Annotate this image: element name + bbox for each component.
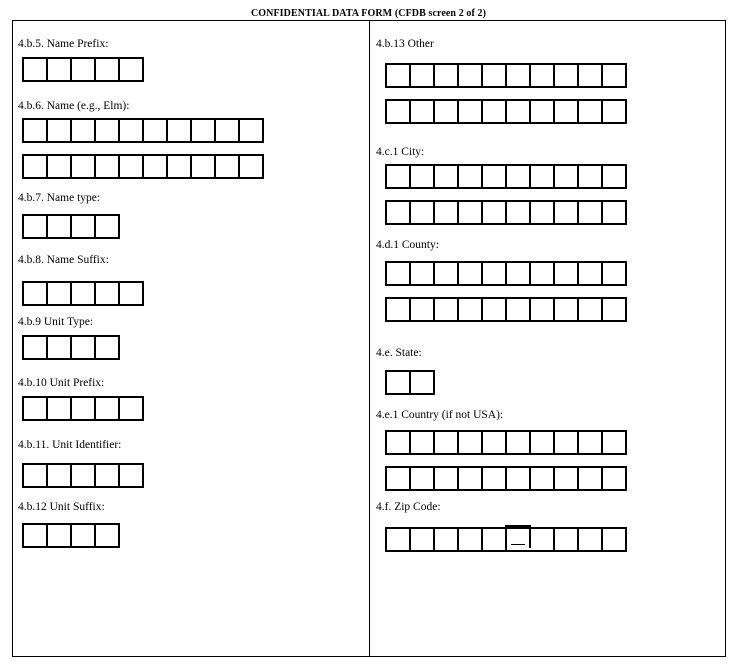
city-boxes-row-2: [385, 200, 627, 225]
country-char-box[interactable]: [411, 468, 435, 489]
county-char-box[interactable]: [507, 299, 531, 320]
name-prefix-char-box[interactable]: [24, 59, 48, 80]
other-char-box[interactable]: [531, 101, 555, 122]
state-boxes-row-1: [385, 370, 435, 395]
county-char-box[interactable]: [531, 299, 555, 320]
country-char-box[interactable]: [555, 468, 579, 489]
city-char-box[interactable]: [483, 202, 507, 223]
county-char-box[interactable]: [387, 263, 411, 284]
other-char-box[interactable]: [459, 101, 483, 122]
name-char-box[interactable]: [168, 156, 192, 177]
county-char-box[interactable]: [579, 299, 603, 320]
city-char-box[interactable]: [555, 166, 579, 187]
city-char-box[interactable]: [531, 166, 555, 187]
name-char-box[interactable]: [168, 120, 192, 141]
unit-suffix-boxes-row-1: [22, 523, 120, 548]
state-label: 4.e. State:: [376, 347, 422, 359]
name-char-box[interactable]: [48, 156, 72, 177]
city-char-box[interactable]: [411, 166, 435, 187]
country-char-box[interactable]: [531, 432, 555, 453]
city-char-box[interactable]: [387, 166, 411, 187]
county-char-box[interactable]: [387, 299, 411, 320]
unit-identifier-char-box[interactable]: [72, 465, 96, 486]
country-char-box[interactable]: [579, 468, 603, 489]
country-char-box[interactable]: [435, 468, 459, 489]
county-char-box[interactable]: [603, 263, 627, 284]
other-char-box[interactable]: [555, 101, 579, 122]
zip-code-char-box[interactable]: [387, 529, 411, 550]
city-boxes-row-1: [385, 164, 627, 189]
unit-type-char-box[interactable]: [72, 337, 96, 358]
county-char-box[interactable]: [459, 299, 483, 320]
zip-code-char-box[interactable]: [505, 525, 531, 548]
country-char-box[interactable]: [387, 432, 411, 453]
country-label: 4.e.1 Country (if not USA):: [376, 409, 504, 421]
unit-type-boxes-row-1: [22, 335, 120, 360]
other-char-box[interactable]: [435, 101, 459, 122]
county-char-box[interactable]: [483, 263, 507, 284]
unit-identifier-label: 4.b.11. Unit Identifier:: [18, 439, 122, 451]
name-char-box[interactable]: [144, 120, 168, 141]
unit-identifier-char-box[interactable]: [96, 465, 120, 486]
name-char-box[interactable]: [24, 120, 48, 141]
name-type-char-box[interactable]: [24, 216, 48, 237]
name-boxes-row-1: [22, 118, 264, 143]
name-char-box[interactable]: [120, 156, 144, 177]
column-divider: [369, 20, 370, 657]
city-char-box[interactable]: [435, 202, 459, 223]
city-char-box[interactable]: [459, 166, 483, 187]
unit-suffix-char-box[interactable]: [48, 525, 72, 546]
unit-type-char-box[interactable]: [48, 337, 72, 358]
unit-identifier-char-box[interactable]: [24, 465, 48, 486]
unit-suffix-label: 4.b.12 Unit Suffix:: [18, 501, 105, 513]
country-char-box[interactable]: [483, 468, 507, 489]
name-type-char-box[interactable]: [48, 216, 72, 237]
other-char-box[interactable]: [603, 101, 627, 122]
city-char-box[interactable]: [483, 166, 507, 187]
name-suffix-char-box[interactable]: [72, 283, 96, 304]
unit-type-label: 4.b.9 Unit Type:: [18, 316, 94, 328]
city-char-box[interactable]: [387, 202, 411, 223]
name-boxes-row-2: [22, 154, 264, 179]
county-char-box[interactable]: [507, 263, 531, 284]
county-label: 4.d.1 County:: [376, 239, 439, 251]
state-char-box[interactable]: [411, 372, 435, 393]
name-char-box[interactable]: [216, 156, 240, 177]
zip-code-char-box[interactable]: [531, 529, 555, 550]
other-char-box[interactable]: [411, 101, 435, 122]
name-suffix-char-box[interactable]: [96, 283, 120, 304]
name-char-box[interactable]: [120, 120, 144, 141]
unit-prefix-char-box[interactable]: [120, 398, 144, 419]
other-char-box[interactable]: [435, 65, 459, 86]
other-char-box[interactable]: [579, 65, 603, 86]
name-char-box[interactable]: [96, 156, 120, 177]
name-label: 4.b.6. Name (e.g., Elm):: [18, 100, 130, 112]
city-char-box[interactable]: [603, 166, 627, 187]
country-char-box[interactable]: [459, 468, 483, 489]
country-char-box[interactable]: [579, 432, 603, 453]
other-char-box[interactable]: [507, 65, 531, 86]
county-char-box[interactable]: [459, 263, 483, 284]
unit-type-char-box[interactable]: [24, 337, 48, 358]
unit-suffix-char-box[interactable]: [24, 525, 48, 546]
county-char-box[interactable]: [435, 299, 459, 320]
other-char-box[interactable]: [387, 101, 411, 122]
unit-suffix-char-box[interactable]: [96, 525, 120, 546]
county-char-box[interactable]: [435, 263, 459, 284]
country-char-box[interactable]: [435, 432, 459, 453]
name-char-box[interactable]: [192, 120, 216, 141]
county-char-box[interactable]: [411, 263, 435, 284]
country-boxes-row-1: [385, 430, 627, 455]
unit-type-char-box[interactable]: [96, 337, 120, 358]
name-char-box[interactable]: [72, 120, 96, 141]
zip-code-char-box[interactable]: [579, 529, 603, 550]
zip-code-char-box[interactable]: [459, 529, 483, 550]
city-char-box[interactable]: [507, 202, 531, 223]
other-char-box[interactable]: [411, 65, 435, 86]
form-title: CONFIDENTIAL DATA FORM (CFDB screen 2 of 2): [250, 8, 487, 19]
zip-code-label: 4.f. Zip Code:: [376, 501, 441, 513]
name-type-char-box[interactable]: [72, 216, 96, 237]
county-char-box[interactable]: [411, 299, 435, 320]
other-char-box[interactable]: [387, 65, 411, 86]
zip-code-char-box[interactable]: [603, 529, 627, 550]
city-char-box[interactable]: [603, 202, 627, 223]
name-type-char-box[interactable]: [96, 216, 120, 237]
name-suffix-char-box[interactable]: [24, 283, 48, 304]
name-suffix-char-box[interactable]: [120, 283, 144, 304]
name-suffix-char-box[interactable]: [48, 283, 72, 304]
zip-code-boxes-row-1: [385, 527, 627, 552]
name-prefix-label: 4.b.5. Name Prefix:: [18, 38, 109, 50]
name-suffix-boxes-row-1: [22, 281, 144, 306]
name-char-box[interactable]: [240, 120, 264, 141]
unit-prefix-boxes-row-1: [22, 396, 144, 421]
other-char-box[interactable]: [555, 65, 579, 86]
state-char-box[interactable]: [387, 372, 411, 393]
name-char-box[interactable]: [192, 156, 216, 177]
name-char-box[interactable]: [96, 120, 120, 141]
unit-prefix-label: 4.b.10 Unit Prefix:: [18, 377, 105, 389]
name-char-box[interactable]: [72, 156, 96, 177]
other-char-box[interactable]: [459, 65, 483, 86]
unit-prefix-char-box[interactable]: [48, 398, 72, 419]
other-boxes-row-2: [385, 99, 627, 124]
country-char-box[interactable]: [555, 432, 579, 453]
country-char-box[interactable]: [603, 468, 627, 489]
country-char-box[interactable]: [507, 432, 531, 453]
unit-prefix-char-box[interactable]: [96, 398, 120, 419]
country-char-box[interactable]: [387, 468, 411, 489]
county-char-box[interactable]: [579, 263, 603, 284]
unit-prefix-char-box[interactable]: [24, 398, 48, 419]
other-char-box[interactable]: [603, 65, 627, 86]
other-char-box[interactable]: [483, 65, 507, 86]
unit-prefix-char-box[interactable]: [72, 398, 96, 419]
city-char-box[interactable]: [435, 166, 459, 187]
name-char-box[interactable]: [48, 120, 72, 141]
city-char-box[interactable]: [555, 202, 579, 223]
city-char-box[interactable]: [411, 202, 435, 223]
city-char-box[interactable]: [579, 166, 603, 187]
name-suffix-label: 4.b.8. Name Suffix:: [18, 254, 109, 266]
country-char-box[interactable]: [603, 432, 627, 453]
other-char-box[interactable]: [579, 101, 603, 122]
city-char-box[interactable]: [531, 202, 555, 223]
other-char-box[interactable]: [507, 101, 531, 122]
unit-suffix-char-box[interactable]: [72, 525, 96, 546]
county-boxes-row-2: [385, 297, 627, 322]
county-boxes-row-1: [385, 261, 627, 286]
name-prefix-char-box[interactable]: [72, 59, 96, 80]
unit-identifier-boxes-row-1: [22, 463, 144, 488]
unit-identifier-char-box[interactable]: [120, 465, 144, 486]
zip-code-char-box[interactable]: [483, 529, 507, 550]
county-char-box[interactable]: [555, 263, 579, 284]
city-label: 4.c.1 City:: [376, 146, 425, 158]
name-char-box[interactable]: [24, 156, 48, 177]
name-char-box[interactable]: [216, 120, 240, 141]
country-char-box[interactable]: [411, 432, 435, 453]
name-type-label: 4.b.7. Name type:: [18, 192, 101, 204]
zip-code-char-box[interactable]: [555, 529, 579, 550]
county-char-box[interactable]: [555, 299, 579, 320]
name-prefix-char-box[interactable]: [48, 59, 72, 80]
country-char-box[interactable]: [531, 468, 555, 489]
country-char-box[interactable]: [507, 468, 531, 489]
name-prefix-char-box[interactable]: [96, 59, 120, 80]
country-boxes-row-2: [385, 466, 627, 491]
country-char-box[interactable]: [483, 432, 507, 453]
other-char-box[interactable]: [531, 65, 555, 86]
city-char-box[interactable]: [507, 166, 531, 187]
unit-identifier-char-box[interactable]: [48, 465, 72, 486]
zip-code-char-box[interactable]: [435, 529, 459, 550]
name-char-box[interactable]: [144, 156, 168, 177]
zip-code-char-box[interactable]: [411, 529, 435, 550]
name-char-box[interactable]: [240, 156, 264, 177]
other-label: 4.b.13 Other: [376, 38, 434, 50]
name-prefix-char-box[interactable]: [120, 59, 144, 80]
name-type-boxes-row-1: [22, 214, 120, 239]
other-boxes-row-1: [385, 63, 627, 88]
city-char-box[interactable]: [579, 202, 603, 223]
country-char-box[interactable]: [459, 432, 483, 453]
county-char-box[interactable]: [531, 263, 555, 284]
county-char-box[interactable]: [603, 299, 627, 320]
name-prefix-boxes-row-1: [22, 57, 144, 82]
city-char-box[interactable]: [459, 202, 483, 223]
county-char-box[interactable]: [483, 299, 507, 320]
other-char-box[interactable]: [483, 101, 507, 122]
